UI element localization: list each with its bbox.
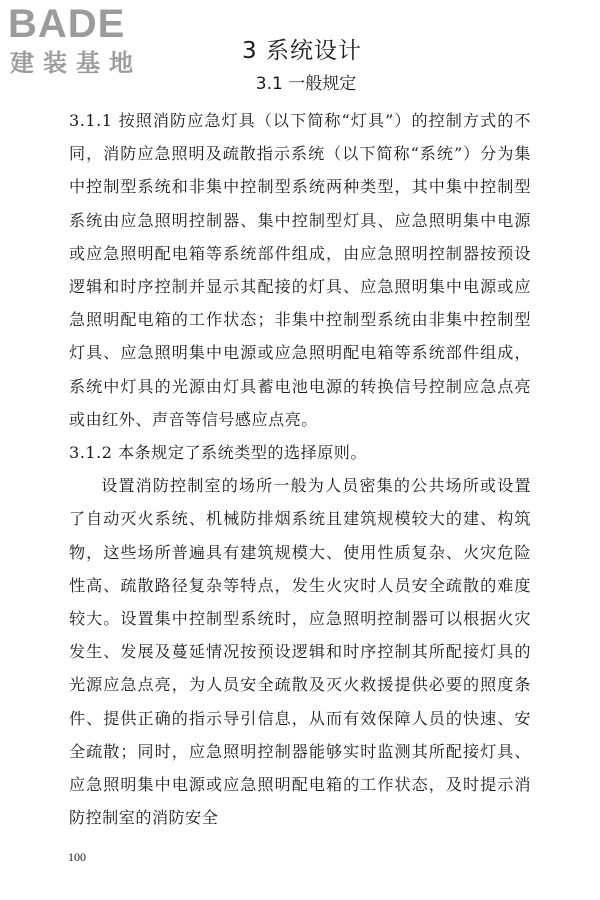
paragraph-explanation: 设置消防控制室的场所一般为人员密集的公共场所或设置了自动灭火系统、机械防排烟系统且建筑规模较大的建、构筑物，这些场所普遍具有建筑规模大、使用性质复杂、火灾危险性高、疏散路径复杂等特点，发生火灾时人员安全疏散的难度较大。设置集中控制型系统时，应急照明控制器可以根据火灾发生、发展及蔓延情况按预设逻辑和时序控制其所配接灯具的光源应急点亮，为人员安全疏散及灭火救援提供必要的照度条件、提供正确的指示导引信息，从而有效保障人员的快速、安全疏散；同时，应急照明控制器能够实时监测其所配接灯具、应急照明集中电源或应急照明配电箱的工作状态，及时提示消防控制室的消防安全 <box>69 476 531 828</box>
paragraph-3-1-1: 3.1.1 按照消防应急灯具（以下简称“灯具”）的控制方式的不同，消防应急照明及疏散指示系统（以下简称“系统”）分为集中控制型系统和非集中控制型系统两种类型，其中集中控制型系统由应急照明控制器、集中控制型灯具、应急照明集中电源或应急照明配电箱等系统部件组成，由应急照明控制器按预设逻辑和时序控制并显示其配接的灯具、应急照明集中电源或应急照明配电箱的工作状态；非集中控制型系统由非集中控制型灯具、应急照明集中电源或应急照明配电箱等系统部件组成，系统中灯具的光源由灯具蓄电池电源的转换信号控制应急点亮或由红外、声音等信号感应点亮。 <box>69 111 531 429</box>
section-title: 3.1 一般规定 <box>255 74 357 94</box>
page-number: 100 <box>68 850 86 864</box>
body-text <box>69 104 531 834</box>
logo-subtitle: 建装基地 <box>10 49 142 77</box>
logo-wordmark: BADE <box>8 2 126 46</box>
paragraph-3-1-2: 3.1.2 本条规定了系统类型的选择原则。 <box>69 443 367 463</box>
chapter-title: 3 系统设计 <box>242 38 362 64</box>
